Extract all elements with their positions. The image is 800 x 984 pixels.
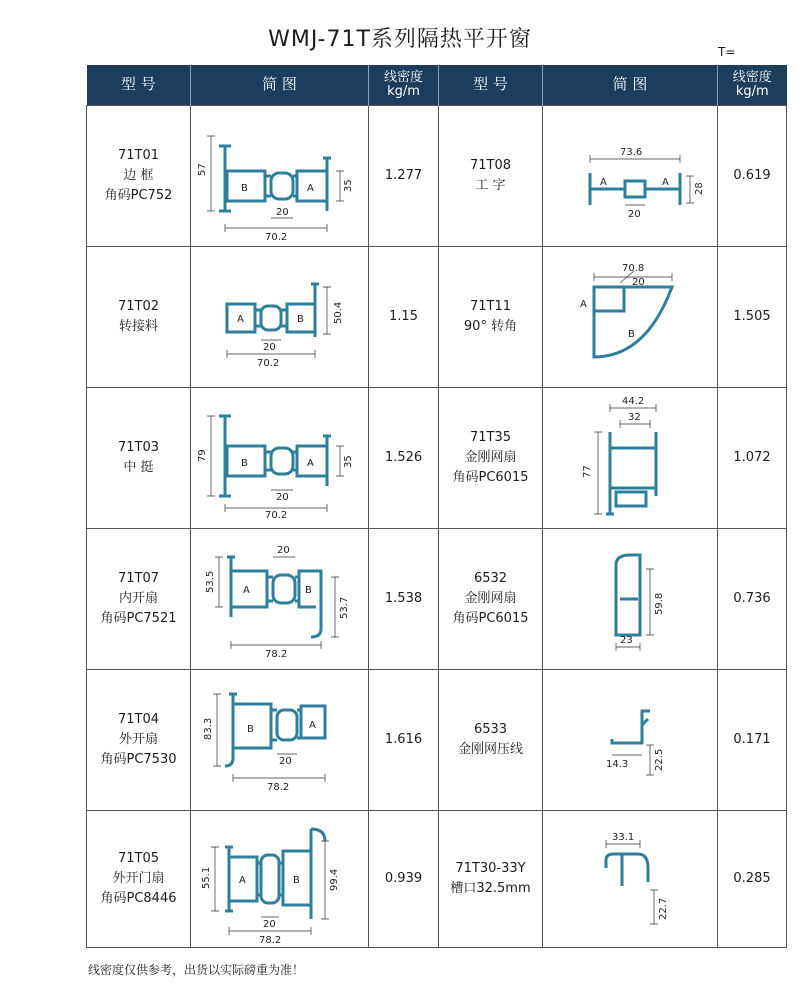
diagram-cell [543, 670, 718, 811]
model-cell: 71T01 边 框 角码PC752 [87, 106, 191, 247]
svg-text:73.6: 73.6 [620, 147, 643, 158]
density-value: 1.072 [718, 388, 787, 529]
profile-drawing [195, 398, 365, 521]
footer-note: 线密度仅供参考，出货以实际磅重为准！ [88, 963, 305, 977]
svg-text:33.1: 33.1 [612, 832, 635, 843]
model-cell: 71T02 转接料 [87, 247, 191, 388]
svg-text:20: 20 [262, 919, 276, 930]
svg-text:20: 20 [262, 342, 276, 353]
svg-text:59.8: 59.8 [654, 592, 665, 615]
profile-drawing [550, 121, 710, 231]
header-diagram: 简 图 [191, 65, 369, 106]
svg-text:78.2: 78.2 [266, 781, 289, 793]
diagram-cell [543, 106, 718, 247]
svg-text:53.5: 53.5 [204, 570, 216, 593]
table-row [87, 811, 787, 948]
svg-text:77: 77 [582, 464, 593, 478]
header-model: 型 号 [87, 65, 191, 106]
svg-text:B: B [296, 314, 304, 325]
svg-text:B: B [240, 183, 248, 194]
page-title: WMJ-71T系列隔热平开窗 [268, 27, 532, 52]
svg-text:99.4: 99.4 [328, 868, 340, 891]
model-cell: 71T04 外开扇 角码PC7530 [87, 670, 191, 811]
diagram-cell [543, 247, 718, 388]
svg-text:78.2: 78.2 [264, 648, 287, 660]
svg-text:35: 35 [342, 455, 354, 468]
table-row [87, 388, 787, 529]
diagram-cell [543, 388, 718, 529]
diagram-cell [191, 247, 369, 388]
density-value: 0.939 [369, 811, 439, 948]
spec-table [86, 65, 787, 948]
model-cell: 71T35 金刚网扇 角码PC6015 [439, 388, 543, 529]
model-cell: 6532 金刚网扇 角码PC6015 [439, 529, 543, 670]
svg-text:28: 28 [694, 182, 705, 195]
svg-text:A: A [580, 299, 587, 310]
diagram-cell [543, 529, 718, 670]
svg-text:50.4: 50.4 [332, 301, 344, 324]
svg-text:A: A [662, 177, 669, 188]
header-model: 型 号 [439, 65, 543, 106]
svg-text:70.2: 70.2 [264, 232, 287, 243]
profile-drawing [550, 539, 710, 659]
density-value: 1.526 [369, 388, 439, 529]
svg-text:14.3: 14.3 [606, 759, 629, 770]
diagram-cell [191, 811, 369, 948]
profile-drawing [550, 685, 710, 795]
profile-drawing [195, 815, 365, 946]
density-value: 1.505 [718, 247, 787, 388]
svg-text:20: 20 [275, 207, 289, 218]
svg-text:23: 23 [620, 635, 633, 646]
svg-text:B: B [304, 584, 312, 596]
model-cell: 71T07 内开扇 角码PC7521 [87, 529, 191, 670]
profile-drawing [195, 116, 365, 243]
density-value: 1.277 [369, 106, 439, 247]
header-diagram: 简 图 [543, 65, 718, 106]
svg-text:22.5: 22.5 [654, 748, 665, 771]
svg-text:44.2: 44.2 [622, 395, 645, 407]
table-row [87, 247, 787, 388]
svg-text:55.1: 55.1 [200, 866, 212, 889]
svg-text:70.2: 70.2 [256, 358, 279, 369]
svg-text:A: A [306, 183, 314, 194]
svg-text:70.8: 70.8 [622, 263, 645, 274]
svg-text:B: B [240, 458, 248, 469]
model-cell: 71T08 工 字 [439, 106, 543, 247]
unit-mark: T= [718, 45, 736, 59]
svg-text:A: A [600, 177, 607, 188]
diagram-cell [191, 388, 369, 529]
svg-text:B: B [628, 329, 635, 340]
svg-text:70.2: 70.2 [264, 510, 287, 521]
svg-text:A: A [306, 458, 314, 469]
profile-drawing [550, 257, 710, 377]
density-value: 0.736 [718, 529, 787, 670]
density-value: 1.538 [369, 529, 439, 670]
density-value: 1.15 [369, 247, 439, 388]
model-cell: 71T03 中 挺 [87, 388, 191, 529]
svg-text:20: 20 [275, 492, 289, 503]
table-row [87, 670, 787, 811]
svg-text:20: 20 [278, 755, 292, 767]
profile-drawing [550, 824, 710, 934]
model-cell: 71T11 90° 转角 [439, 247, 543, 388]
svg-text:20: 20 [276, 544, 290, 556]
header-density: 线密度 kg/m [369, 65, 439, 106]
diagram-cell [191, 529, 369, 670]
profile-drawing [195, 262, 365, 372]
svg-text:57: 57 [196, 163, 208, 176]
svg-text:78.2: 78.2 [258, 935, 281, 946]
svg-text:32: 32 [628, 411, 641, 423]
profile-drawing [550, 396, 710, 521]
model-cell: 6533 金刚网压线 [439, 670, 543, 811]
density-value: 0.619 [718, 106, 787, 247]
table-row [87, 529, 787, 670]
svg-text:22.7: 22.7 [658, 897, 669, 920]
svg-text:A: A [236, 314, 244, 325]
svg-text:79: 79 [196, 449, 208, 462]
model-cell: 71T30-33Y 槽口32.5mm [439, 811, 543, 948]
density-value: 0.285 [718, 811, 787, 948]
table-header-row [87, 65, 787, 106]
svg-text:A: A [242, 584, 250, 596]
svg-text:A: A [308, 719, 316, 731]
header-density: 线密度 kg/m [718, 65, 787, 106]
svg-text:B: B [292, 875, 300, 886]
density-value: 0.171 [718, 670, 787, 811]
svg-text:20: 20 [632, 277, 645, 288]
svg-text:A: A [238, 875, 246, 886]
diagram-cell [191, 670, 369, 811]
svg-text:35: 35 [342, 179, 354, 192]
diagram-cell [543, 811, 718, 948]
table-row [87, 106, 787, 247]
svg-text:83.3: 83.3 [202, 717, 214, 740]
density-value: 1.616 [369, 670, 439, 811]
svg-text:20: 20 [628, 209, 641, 220]
model-cell: 71T05 外开门扇 角码PC8446 [87, 811, 191, 948]
profile-drawing [195, 678, 365, 803]
svg-text:B: B [246, 723, 254, 735]
svg-text:53.7: 53.7 [338, 596, 350, 619]
profile-drawing [195, 537, 365, 662]
diagram-cell [191, 106, 369, 247]
